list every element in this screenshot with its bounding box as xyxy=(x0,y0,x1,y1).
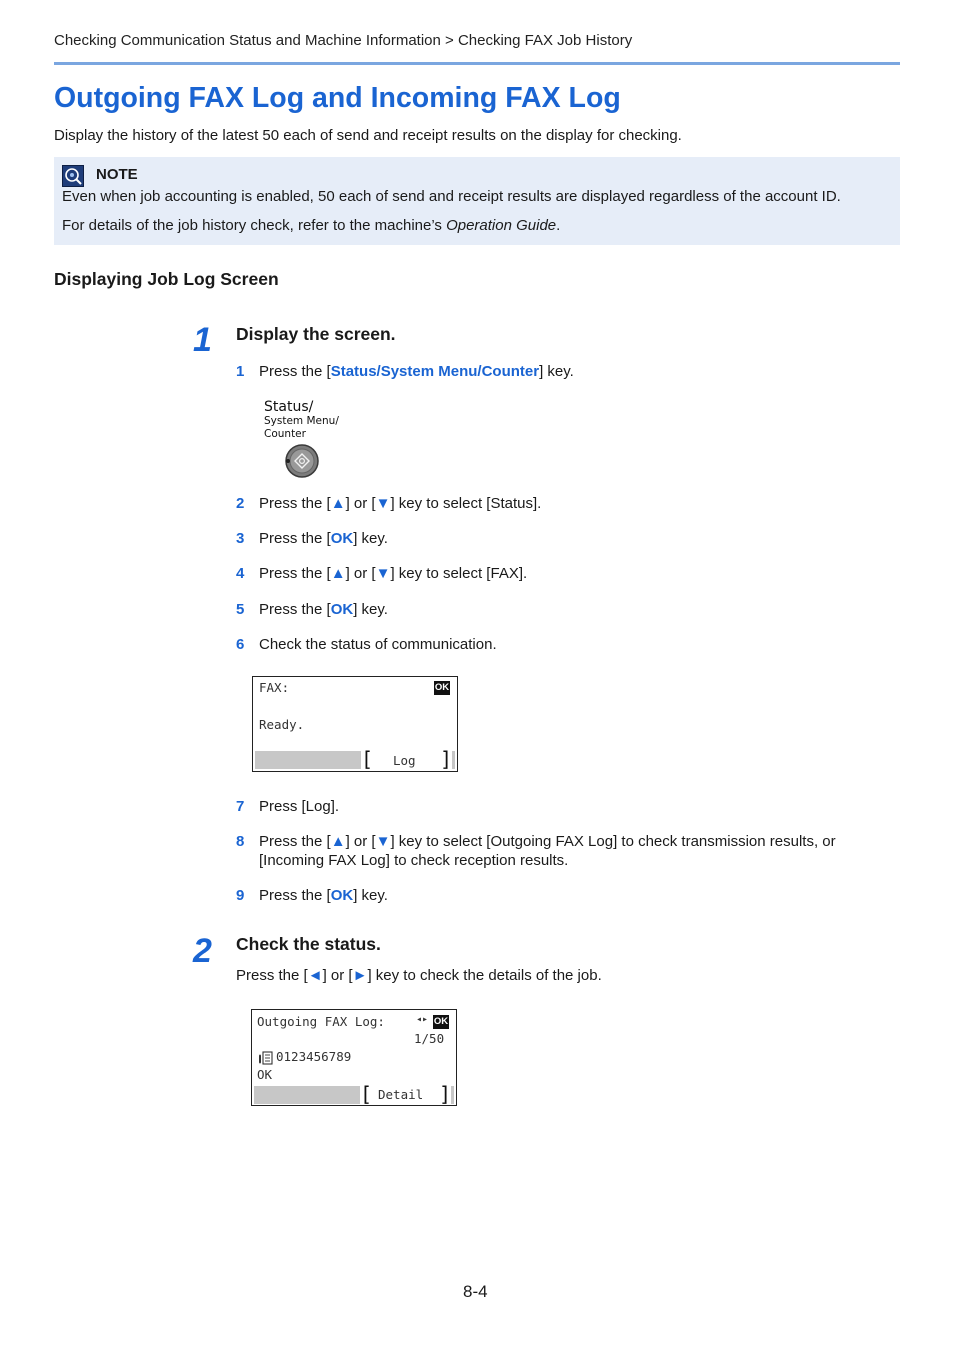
panel-ready-text: Ready. xyxy=(259,717,305,732)
panel-scroll-arrows-icon: ◂▸ xyxy=(416,1014,429,1025)
note-icon xyxy=(62,165,84,187)
ok-key-label: OK xyxy=(330,530,354,547)
substep-9-pre: Press the [ xyxy=(259,887,331,904)
substep-4-text xyxy=(259,565,527,582)
outgoing-fax-log-panel xyxy=(251,1009,457,1106)
status-key-button-icon xyxy=(284,444,320,480)
substep-1-text xyxy=(259,363,574,380)
page-number: 8-4 xyxy=(463,1282,488,1301)
note-text-2-prefix: For details of the job history check, refer to the machine’s xyxy=(62,217,447,234)
panel-log-title: Outgoing FAX Log: xyxy=(257,1014,385,1029)
ok-key-label: OK xyxy=(330,887,354,904)
note-text-1: Even when job accounting is enabled, 50 each of send and receipt results are displayed regardless of the account ID. xyxy=(62,188,841,205)
substep-2-text xyxy=(259,495,541,512)
down-key-label: ▼ xyxy=(375,833,391,850)
intro-text: Display the history of the latest 50 each of send and receipt results on the display for checking. xyxy=(54,127,682,144)
section-heading: Displaying Job Log Screen xyxy=(54,269,279,289)
substep-3-post: ] key. xyxy=(353,530,388,547)
substep-8-number: 8 xyxy=(236,833,245,850)
header-rule xyxy=(54,62,900,65)
substep-4-post: ] key to select [FAX]. xyxy=(390,565,528,582)
substep-8-text-line-2: [Incoming FAX Log] to check reception results. xyxy=(259,852,569,869)
log-softkey[interactable]: Log xyxy=(393,753,416,768)
step-2-mid: ] or [ xyxy=(322,967,353,984)
down-key-label: ▼ xyxy=(375,565,391,582)
step-2-post: ] key to check the details of the job. xyxy=(367,967,602,984)
substep-6-text: Check the status of communication. xyxy=(259,636,497,653)
substep-9-number: 9 xyxy=(236,887,245,904)
step-2-pre: Press the [ xyxy=(236,967,308,984)
step-1-title: Display the screen. xyxy=(236,324,396,344)
substep-2-mid: ] or [ xyxy=(345,495,376,512)
substep-8-text xyxy=(259,833,836,850)
softkey-bracket-right: ] xyxy=(440,747,453,771)
substep-3-number: 3 xyxy=(236,530,245,547)
step-2-number: 2 xyxy=(193,932,212,970)
right-key-label: ► xyxy=(352,967,368,984)
softkey-bracket-left: [ xyxy=(361,747,374,771)
page-title: Outgoing FAX Log and Incoming FAX Log xyxy=(54,82,621,114)
substep-9-text xyxy=(259,887,388,904)
substep-1-pre: Press the [ xyxy=(259,363,331,380)
panel-fax-label: FAX: xyxy=(259,680,290,695)
status-key-label: Status/System Menu/Counter xyxy=(330,363,540,380)
key-label-line-2: System Menu/ xyxy=(264,415,339,427)
fax-status-panel xyxy=(252,676,458,772)
up-key-label: ▲ xyxy=(330,565,346,582)
step-1-number: 1 xyxy=(193,321,212,359)
breadcrumb: Checking Communication Status and Machine Information > Checking FAX Job History xyxy=(54,32,633,49)
substep-2-pre: Press the [ xyxy=(259,495,331,512)
substep-9-post: ] key. xyxy=(353,887,388,904)
note-text-2 xyxy=(62,217,560,234)
substep-5-post: ] key. xyxy=(353,601,388,618)
substep-4-pre: Press the [ xyxy=(259,565,331,582)
panel-fax-number: 0123456789 xyxy=(276,1049,352,1064)
panel-softkey-bar-end xyxy=(452,751,455,769)
substep-4-number: 4 xyxy=(236,565,245,582)
down-key-label: ▼ xyxy=(375,495,391,512)
detail-softkey[interactable]: Detail xyxy=(378,1087,424,1102)
note-text-2-suffix: . xyxy=(556,217,561,234)
substep-5-text xyxy=(259,601,388,618)
ok-key-label: OK xyxy=(330,601,354,618)
up-key-label: ▲ xyxy=(330,833,346,850)
left-key-label: ◄ xyxy=(307,967,323,984)
substep-5-pre: Press the [ xyxy=(259,601,331,618)
substep-8-pre: Press the [ xyxy=(259,833,331,850)
note-box xyxy=(54,157,900,245)
softkey-bracket-right: ] xyxy=(439,1082,452,1106)
step-2-text xyxy=(236,967,602,984)
substep-2-number: 2 xyxy=(236,495,245,512)
panel-softkey-bar-end xyxy=(451,1086,454,1104)
panel-softkey-bar xyxy=(254,1086,360,1104)
softkey-bracket-left: [ xyxy=(360,1082,373,1106)
substep-2-post: ] key to select [Status]. xyxy=(390,495,542,512)
note-guide-name: Operation Guide xyxy=(446,217,557,234)
panel-ok-icon: OK xyxy=(434,682,450,693)
up-key-label: ▲ xyxy=(330,495,346,512)
substep-8-mid: ] or [ xyxy=(345,833,376,850)
key-label-line-1: Status/ xyxy=(264,399,314,415)
substep-1-post: ] key. xyxy=(539,363,574,380)
panel-result: OK xyxy=(257,1067,273,1082)
panel-ok-icon: OK xyxy=(433,1016,449,1027)
substep-1-number: 1 xyxy=(236,363,245,380)
note-title: NOTE xyxy=(96,166,138,183)
fax-transmit-icon xyxy=(258,1050,274,1064)
substep-4-mid: ] or [ xyxy=(345,565,376,582)
substep-7-number: 7 xyxy=(236,798,245,815)
substep-7-text: Press [Log]. xyxy=(259,798,340,815)
substep-3-text xyxy=(259,530,388,547)
panel-log-counter: 1/50 xyxy=(414,1031,445,1046)
panel-softkey-bar xyxy=(255,751,361,769)
substep-6-number: 6 xyxy=(236,636,245,653)
key-label-line-3: Counter xyxy=(264,428,306,440)
substep-5-number: 5 xyxy=(236,601,245,618)
substep-3-pre: Press the [ xyxy=(259,530,331,547)
step-2-title: Check the status. xyxy=(236,934,381,954)
substep-8-post: ] key to select [Outgoing FAX Log] to check transmission results, or xyxy=(390,833,836,850)
